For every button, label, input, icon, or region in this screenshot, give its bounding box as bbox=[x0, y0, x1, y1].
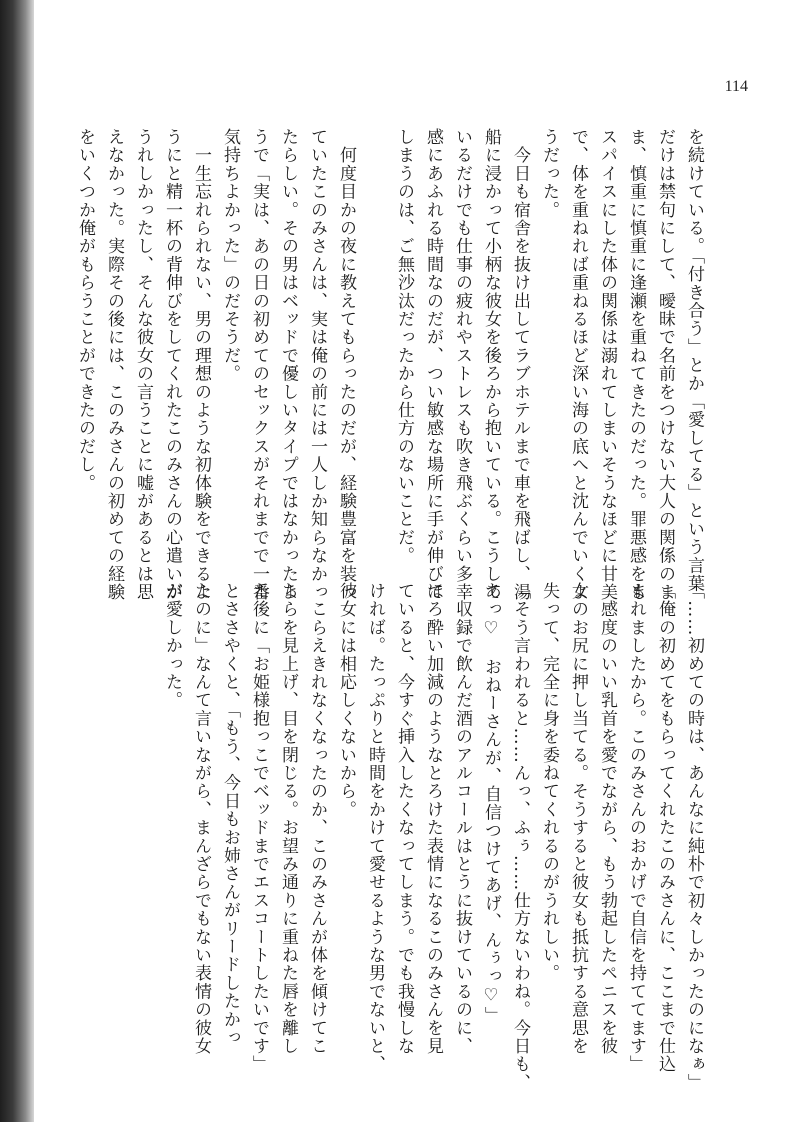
text-line: 感度のいい乳首を愛でながら、もう勃起したペニスを彼 bbox=[597, 582, 617, 1056]
text-line: 感にあふれる時間なのだが、つい敏感な場所に手が伸びて bbox=[423, 128, 443, 602]
text-line: まれましたから。このみさんのおかげで自信を持ててます」 bbox=[626, 582, 646, 1074]
text-line: あっ♡ おねーさんが、自信つけてあげ、んぅっ♡」 bbox=[481, 582, 501, 1025]
text-line: スパイスにした体の関係は溺れてしまいそうなほどに甘美 bbox=[597, 128, 617, 602]
text-line: ちらを見上げ、目を閉じる。お望み通りに重ねた唇を離し bbox=[278, 582, 298, 1056]
text-line: うで「実は、あの日の初めてのセックスがそれまでで一番 bbox=[249, 128, 269, 602]
text-line: しまうのは、ご無沙汰だったから仕方のないことだ。 bbox=[394, 128, 414, 565]
text-line: ほろ酔い加減のようなとろけた表情になるこのみさんを見 bbox=[423, 582, 443, 1056]
text-line: うだった。 bbox=[539, 128, 559, 219]
text-line: が愛しかった。 bbox=[162, 582, 182, 710]
text-line: 一生忘れられない、男の理想のような初体験をできるよ bbox=[191, 128, 211, 602]
text-line: たのに」なんて言いながら、まんざらでもない表情の彼女 bbox=[191, 582, 211, 1056]
page-number: 114 bbox=[724, 78, 748, 95]
text-column-top bbox=[75, 128, 708, 602]
text-line: ていたこのみさんは、実は俺の前には一人しか知らなかっ bbox=[307, 128, 327, 602]
text-line: 船に浸かって小柄な彼女を後ろから抱いている。こうして bbox=[481, 128, 501, 602]
text-line: 「……初めての時は、あんなに純朴で初々しかったのになぁ」 bbox=[684, 582, 704, 1092]
text-line: 何度目かの夜に教えてもらったのだが、経験豊富を装っ bbox=[336, 128, 356, 602]
page-edge-shadow bbox=[0, 0, 34, 1122]
text-line: うにと精一杯の背伸びをしてくれたこのみさんの心遣いが bbox=[162, 128, 182, 602]
text-line: 気持ちよかった」のだそうだ。 bbox=[220, 128, 240, 383]
text-line: を続けている。「付き合う」とか「愛してる」という言葉 bbox=[684, 128, 704, 593]
text-line: 彼女には相応しくないから。 bbox=[336, 582, 356, 819]
text-line: こらえきれなくなったのか、このみさんが体を傾けてこ bbox=[307, 582, 327, 1056]
text-line: だけは禁句にして、曖昧で名前をつけない大人の関係のま bbox=[655, 128, 675, 602]
text-line: いるだけでも仕事の疲れやストレスも吹き飛ぶくらい多幸 bbox=[452, 128, 472, 602]
text-column-bottom bbox=[128, 582, 708, 1092]
text-line: 「俺の初めてをもらってくれたこのみさんに、ここまで仕込 bbox=[655, 582, 675, 1074]
text-line: 「そう言われると……んっ、ふぅ……仕方ないわね。今日も、 bbox=[510, 582, 530, 1092]
text-line: で、体を重ねれば重ねるほど深い海の底へと沈んでいくよ bbox=[568, 128, 588, 602]
text-line: たらしい。その男はベッドで優しいタイプではなかったよ bbox=[278, 128, 298, 602]
text-line: うれしかったし、そんな彼女の言うことに嘘があるとは思 bbox=[133, 128, 153, 602]
text-line: えなかった。実際その後には、このみさんの初めての経験 bbox=[104, 128, 124, 602]
text-line: をいくつか俺がもらうことができたのだし。 bbox=[75, 128, 95, 492]
text-line: 女のお尻に押し当てる。そうすると彼女も抵抗する意思を bbox=[568, 582, 588, 1056]
text-line: た後に「お姫様抱っこでベッドまでエスコートしたいです」 bbox=[249, 582, 269, 1074]
text-line: 収録で飲んだ酒のアルコールはとうに抜けているのに、 bbox=[452, 582, 472, 1056]
blank-line bbox=[360, 128, 389, 546]
text-line: ければ。たっぷりと時間をかけて愛せるような男でないと、 bbox=[365, 582, 385, 1074]
text-line: ていると、今すぐ挿入したくなってしまう。でも我慢しな bbox=[394, 582, 414, 1056]
text-line: 今日も宿舎を抜け出してラブホテルまで車を飛ばし、湯 bbox=[510, 128, 530, 602]
text-line: ま、慎重に慎重に逢瀬を重ねてきたのだった。罪悪感をも bbox=[626, 128, 646, 602]
text-line: 失って、完全に身を委ねてくれるのがうれしい。 bbox=[539, 582, 559, 983]
text-line: とささやくと、「もう、今日もお姉さんがリードしたかっ bbox=[220, 582, 240, 1047]
